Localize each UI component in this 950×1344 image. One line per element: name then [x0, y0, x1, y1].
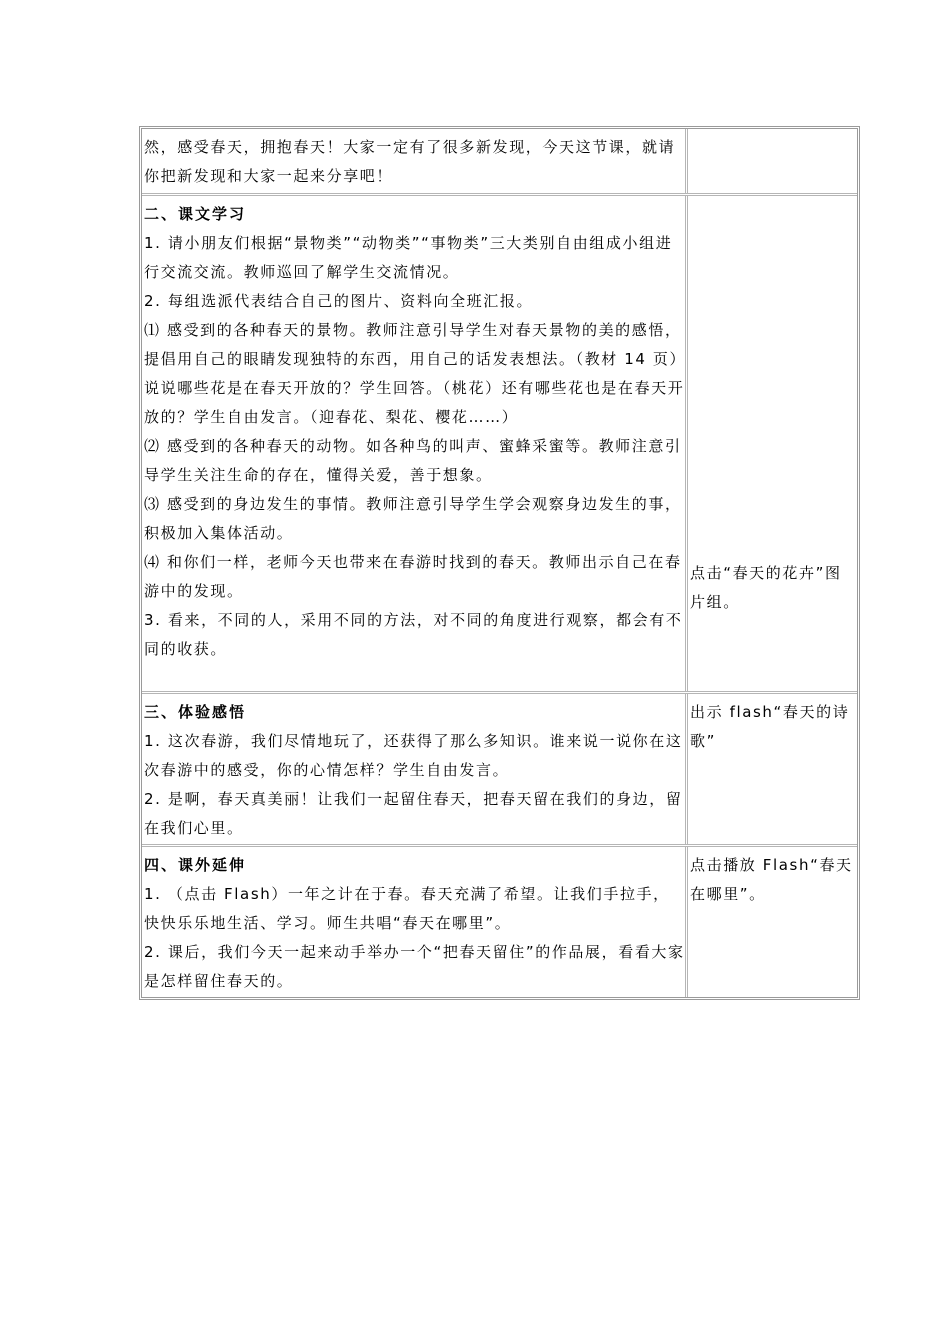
paragraph: ⑷ 和你们一样，老师今天也带来在春游时找到的春天。教师出示自己在春游中的发现。 [144, 553, 682, 600]
table-row [142, 694, 857, 847]
table-row [142, 847, 857, 997]
paragraph: 然，感受春天，拥抱春天！大家一定有了很多新发现，今天这节课，就请你把新发现和大家一起来分享吧！ [144, 138, 676, 185]
paragraph: ⑴ 感受到的各种春天的景物。教师注意引导学生对春天景物的美的感悟，提倡用自己的眼睛发现独特的东西，用自己的话发表想法。（教材 14 页）说说哪些花是在春天开放的？学生回答。（桃花）还有哪些花也是在春天开放的？学生自由发言。（迎春花、梨花、樱花……） [144, 321, 685, 426]
media-cell [688, 129, 857, 193]
paragraph: 2. 每组选派代表结合自己的图片、资料向全班汇报。 [144, 292, 534, 310]
procedure-cell [142, 129, 688, 193]
paragraph: ⑶ 感受到的身边发生的事情。教师注意引导学生学会观察身边发生的事，积极加入集体活动。 [144, 495, 682, 542]
procedure-cell [142, 694, 688, 844]
media-cell [688, 196, 857, 691]
media-note: 点击播放 Flash“春天在哪里”。 [690, 856, 853, 903]
paragraph: 1. （点击 Flash）一年之计在于春。春天充满了希望。让我们手拉手，快快乐乐地生活、学习。师生共唱“春天在哪里”。 [144, 885, 670, 932]
lesson-plan-table [139, 126, 860, 1000]
procedure-cell [142, 847, 688, 997]
paragraph: 2. 是啊，春天真美丽！让我们一起留住春天，把春天留在我们的身边，留在我们心里。 [144, 790, 683, 837]
paragraph: 1. 这次春游，我们尽情地玩了，还获得了那么多知识。谁来说一说你在这次春游中的感受，你的心情怎样？学生自由发言。 [144, 732, 683, 779]
paragraph: 2. 课后，我们今天一起来动手举办一个“把春天留住”的作品展，看看大家是怎样留住春天的。 [144, 943, 685, 990]
media-note: 点击“春天的花卉”图片组。 [690, 564, 842, 611]
table-row [142, 196, 857, 694]
media-note: 出示 flash“春天的诗歌” [690, 703, 850, 750]
section-heading: 三、体验感悟 [144, 703, 247, 721]
paragraph: 1. 请小朋友们根据“景物类”“动物类”“事物类”三大类别自由组成小组进行交流交流。教师巡回了解学生交流情况。 [144, 234, 673, 281]
procedure-cell [142, 196, 688, 691]
paragraph: ⑵ 感受到的各种春天的动物。如各种鸟的叫声、蜜蜂采蜜等。教师注意引导学生关注生命的存在，懂得关爱，善于想象。 [144, 437, 682, 484]
section-heading: 二、课文学习 [144, 205, 247, 223]
section-heading: 四、课外延伸 [144, 856, 247, 874]
paragraph: 3. 看来，不同的人，采用不同的方法，对不同的角度进行观察，都会有不同的收获。 [144, 611, 683, 658]
media-cell [688, 694, 857, 844]
media-cell [688, 847, 857, 997]
table-row [142, 129, 857, 196]
